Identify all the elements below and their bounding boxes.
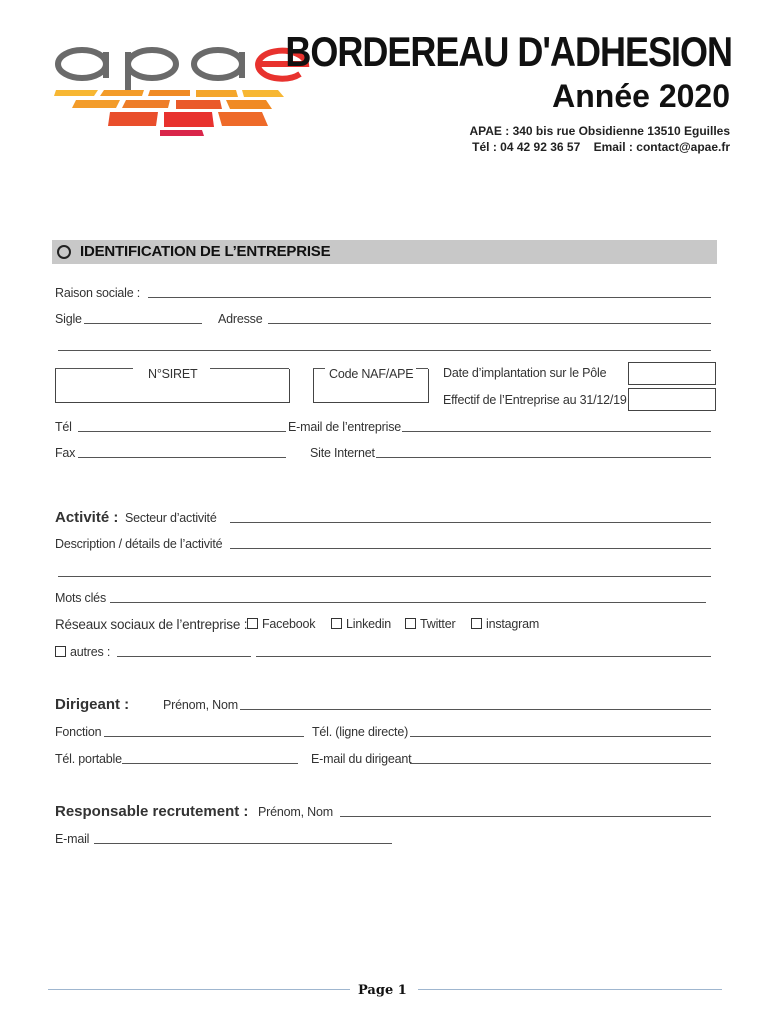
- section-title: IDENTIFICATION DE L’ENTREPRISE: [80, 243, 331, 260]
- description-continuation-field[interactable]: [58, 576, 711, 577]
- siret-label: N°SIRET: [148, 367, 198, 381]
- description-label: Description / détails de l’activité: [55, 537, 223, 551]
- effectif-box[interactable]: [628, 388, 716, 411]
- apae-logo-graphic: [52, 30, 312, 140]
- footer-line-left: [48, 989, 350, 990]
- responsable-heading: Responsable recrutement :: [55, 803, 249, 820]
- logo: [52, 30, 312, 140]
- linkedin-checkbox[interactable]: [331, 618, 342, 629]
- responsable-email-field[interactable]: [94, 843, 392, 844]
- responsable-prenom-nom-field[interactable]: [340, 816, 711, 817]
- mots-cles-label: Mots clés: [55, 591, 106, 605]
- fonction-field[interactable]: [104, 736, 304, 737]
- tel-direct-label: Tél. (ligne directe): [312, 725, 409, 739]
- responsable-prenom-nom-label: Prénom, Nom: [258, 805, 333, 819]
- site-field[interactable]: [376, 457, 711, 458]
- adresse-field[interactable]: [268, 323, 711, 324]
- instagram-label: instagram: [486, 617, 540, 631]
- facebook-option[interactable]: [247, 617, 315, 631]
- tel-portable-field[interactable]: [122, 763, 298, 764]
- fax-field[interactable]: [78, 457, 286, 458]
- naf-box-top-left: [313, 368, 325, 369]
- email-entreprise-field[interactable]: [402, 431, 711, 432]
- twitter-option[interactable]: [405, 617, 455, 631]
- linkedin-label: Linkedin: [346, 617, 391, 631]
- page-number: Page 1: [358, 983, 407, 998]
- dirigeant-prenom-nom-label: Prénom, Nom: [163, 698, 238, 712]
- facebook-label: Facebook: [262, 617, 316, 631]
- dirigeant-heading: Dirigeant :: [55, 696, 130, 713]
- naf-box-top-right: [416, 368, 428, 369]
- circle-icon: [57, 245, 71, 259]
- secteur-label: Secteur d’activité: [125, 511, 217, 525]
- email-dirigeant-field[interactable]: [410, 763, 711, 764]
- linkedin-option[interactable]: [331, 617, 391, 631]
- sigle-field[interactable]: [84, 323, 202, 324]
- address-line: APAE : 340 bis rue Obsidienne 13510 Eguilles: [469, 124, 730, 138]
- twitter-label: Twitter: [420, 617, 456, 631]
- effectif-label: Effectif de l’Entreprise au 31/12/19: [443, 393, 627, 407]
- siret-box-top-left: [55, 368, 133, 369]
- raison-sociale-field[interactable]: [148, 297, 711, 298]
- email-entreprise-label: E-mail de l’entreprise: [288, 420, 402, 434]
- autres-option[interactable]: [55, 645, 110, 659]
- adresse-continuation-field[interactable]: [58, 350, 711, 351]
- twitter-checkbox[interactable]: [405, 618, 416, 629]
- autres-field-long[interactable]: [256, 656, 711, 657]
- instagram-checkbox[interactable]: [471, 618, 482, 629]
- siret-box-top-right: [210, 368, 289, 369]
- autres-label: autres :: [70, 645, 111, 659]
- tel-field[interactable]: [78, 431, 286, 432]
- year-title: Année 2020: [552, 78, 730, 114]
- dirigeant-prenom-nom-field[interactable]: [240, 709, 711, 710]
- fax-label: Fax: [55, 446, 76, 460]
- email-dirigeant-label: E-mail du dirigeant: [311, 752, 412, 766]
- tel-portable-label: Tél. portable: [55, 752, 122, 766]
- autres-field-short[interactable]: [117, 656, 251, 657]
- footer-line-right: [418, 989, 722, 990]
- date-implantation-label: Date d’implantation sur le Pôle: [443, 366, 607, 380]
- autres-checkbox[interactable]: [55, 646, 66, 657]
- activite-heading: Activité :: [55, 509, 119, 526]
- description-field[interactable]: [230, 548, 711, 549]
- instagram-option[interactable]: [471, 617, 539, 631]
- raison-sociale-label: Raison sociale :: [55, 286, 141, 300]
- naf-label: Code NAF/APE: [329, 367, 414, 381]
- document-title: BORDEREAU D'ADHESION: [285, 28, 732, 76]
- facebook-checkbox[interactable]: [247, 618, 258, 629]
- secteur-field[interactable]: [230, 522, 711, 523]
- site-label: Site Internet: [310, 446, 375, 460]
- fonction-label: Fonction: [55, 725, 102, 739]
- responsable-email-label: E-mail: [55, 832, 90, 846]
- contact-line: Tél : 04 42 92 36 57 Email : contact@apae.fr: [472, 140, 730, 154]
- date-implantation-box[interactable]: [628, 362, 716, 385]
- sigle-label: Sigle: [55, 312, 82, 326]
- reseaux-label: Réseaux sociaux de l’entreprise :: [55, 617, 248, 632]
- mots-cles-field[interactable]: [110, 602, 706, 603]
- section-header-bar: [52, 240, 717, 264]
- adresse-label: Adresse: [218, 312, 263, 326]
- tel-label: Tél: [55, 420, 72, 434]
- tel-direct-field[interactable]: [410, 736, 711, 737]
